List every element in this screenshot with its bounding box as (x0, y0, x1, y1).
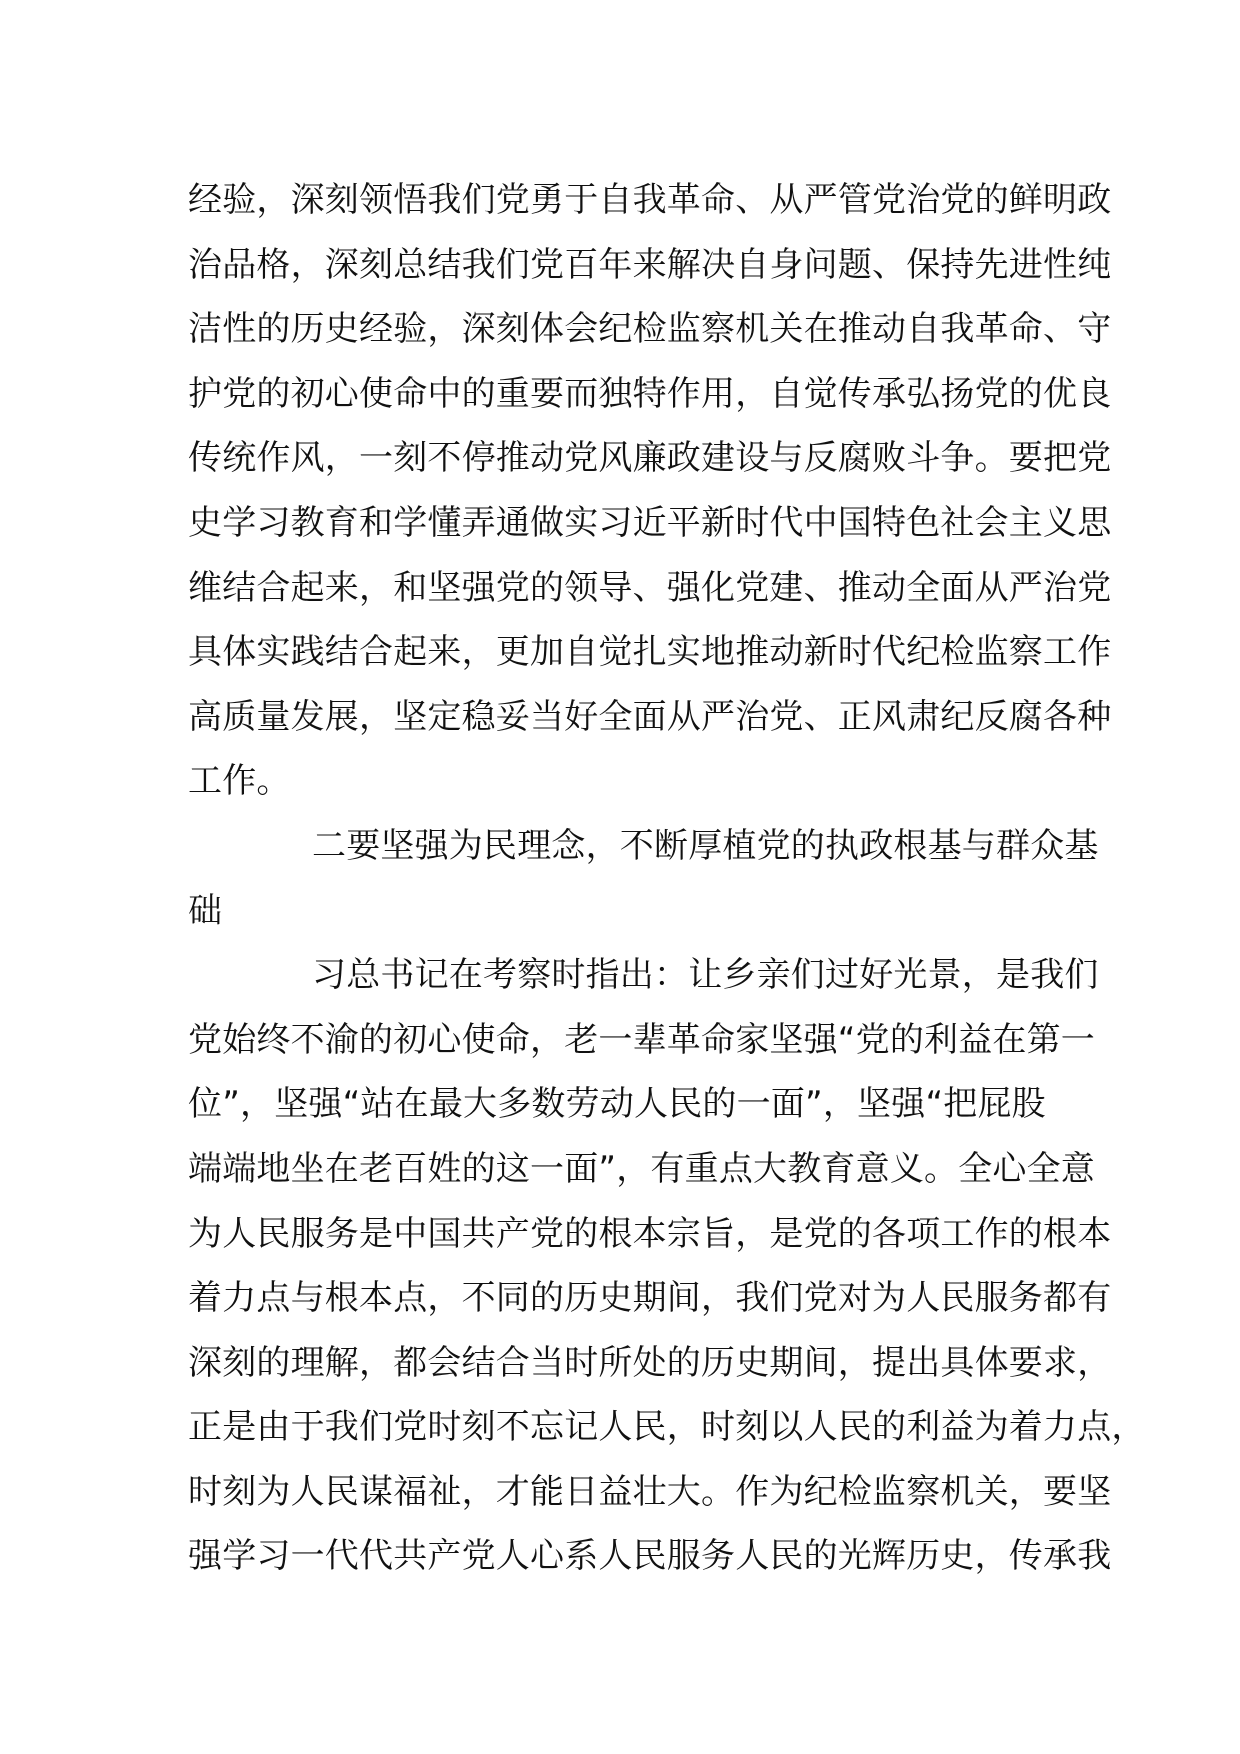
paragraph-line: 工作。 (188, 761, 291, 802)
paragraph-line: 强学习一代代共产党人心系人民服务人民的光辉历史，传承我 (188, 1536, 1112, 1577)
paragraph-line: 维结合起来，和坚强党的领导、强化党建、推动全面从严治党 (188, 567, 1112, 608)
paragraph-line: 为人民服务是中国共产党的根本宗旨，是党的各项工作的根本 (188, 1213, 1112, 1254)
paragraph-line: 位”，坚强“站在最大多数劳动人民的一面”，坚强“把屁股 (188, 1084, 1046, 1125)
paragraph-line: 党始终不渝的初心使命，老一辈革命家坚强“党的利益在第一 (188, 1019, 1096, 1060)
paragraph-line: 传统作风，一刻不停推动党风廉政建设与反腐败斗争。要把党 (188, 438, 1112, 479)
paragraph-line: 习总书记在考察时指出：让乡亲们过好光景，是我们 (312, 955, 1099, 996)
section-heading-line: 础 (188, 890, 223, 931)
section-heading-line: 二要坚强为民理念，不断厚植党的执政根基与群众基 (312, 825, 1099, 866)
paragraph-line: 时刻为人民谋福祉，才能日益壮大。作为纪检监察机关，要坚 (188, 1471, 1112, 1512)
paragraph-line: 正是由于我们党时刻不忘记人民，时刻以人民的利益为着力点， (188, 1407, 1146, 1448)
paragraph-line: 治品格，深刻总结我们党百年来解决自身问题、保持先进性纯 (188, 244, 1112, 285)
paragraph-line: 史学习教育和学懂弄通做实习近平新时代中国特色社会主义思 (188, 502, 1112, 543)
paragraph-line: 着力点与根本点，不同的历史期间，我们党对为人民服务都有 (188, 1278, 1112, 1319)
paragraph-line: 洁性的历史经验，深刻体会纪检监察机关在推动自我革命、守 (188, 309, 1112, 350)
paragraph-line: 具体实践结合起来，更加自觉扎实地推动新时代纪检监察工作 (188, 632, 1112, 673)
paragraph-line: 经验，深刻领悟我们党勇于自我革命、从严管党治党的鲜明政 (188, 180, 1112, 220)
paragraph-line: 高质量发展，坚定稳妥当好全面从严治党、正风肃纪反腐各种 (188, 696, 1112, 737)
paragraph-line: 端端地坐在老百姓的这一面”，有重点大教育意义。全心全意 (188, 1148, 1096, 1189)
paragraph-line: 深刻的理解，都会结合当时所处的历史期间，提出具体要求， (188, 1342, 1112, 1383)
paragraph-line: 护党的初心使命中的重要而独特作用，自觉传承弘扬党的优良 (188, 373, 1112, 414)
document-body (188, 168, 1146, 1589)
